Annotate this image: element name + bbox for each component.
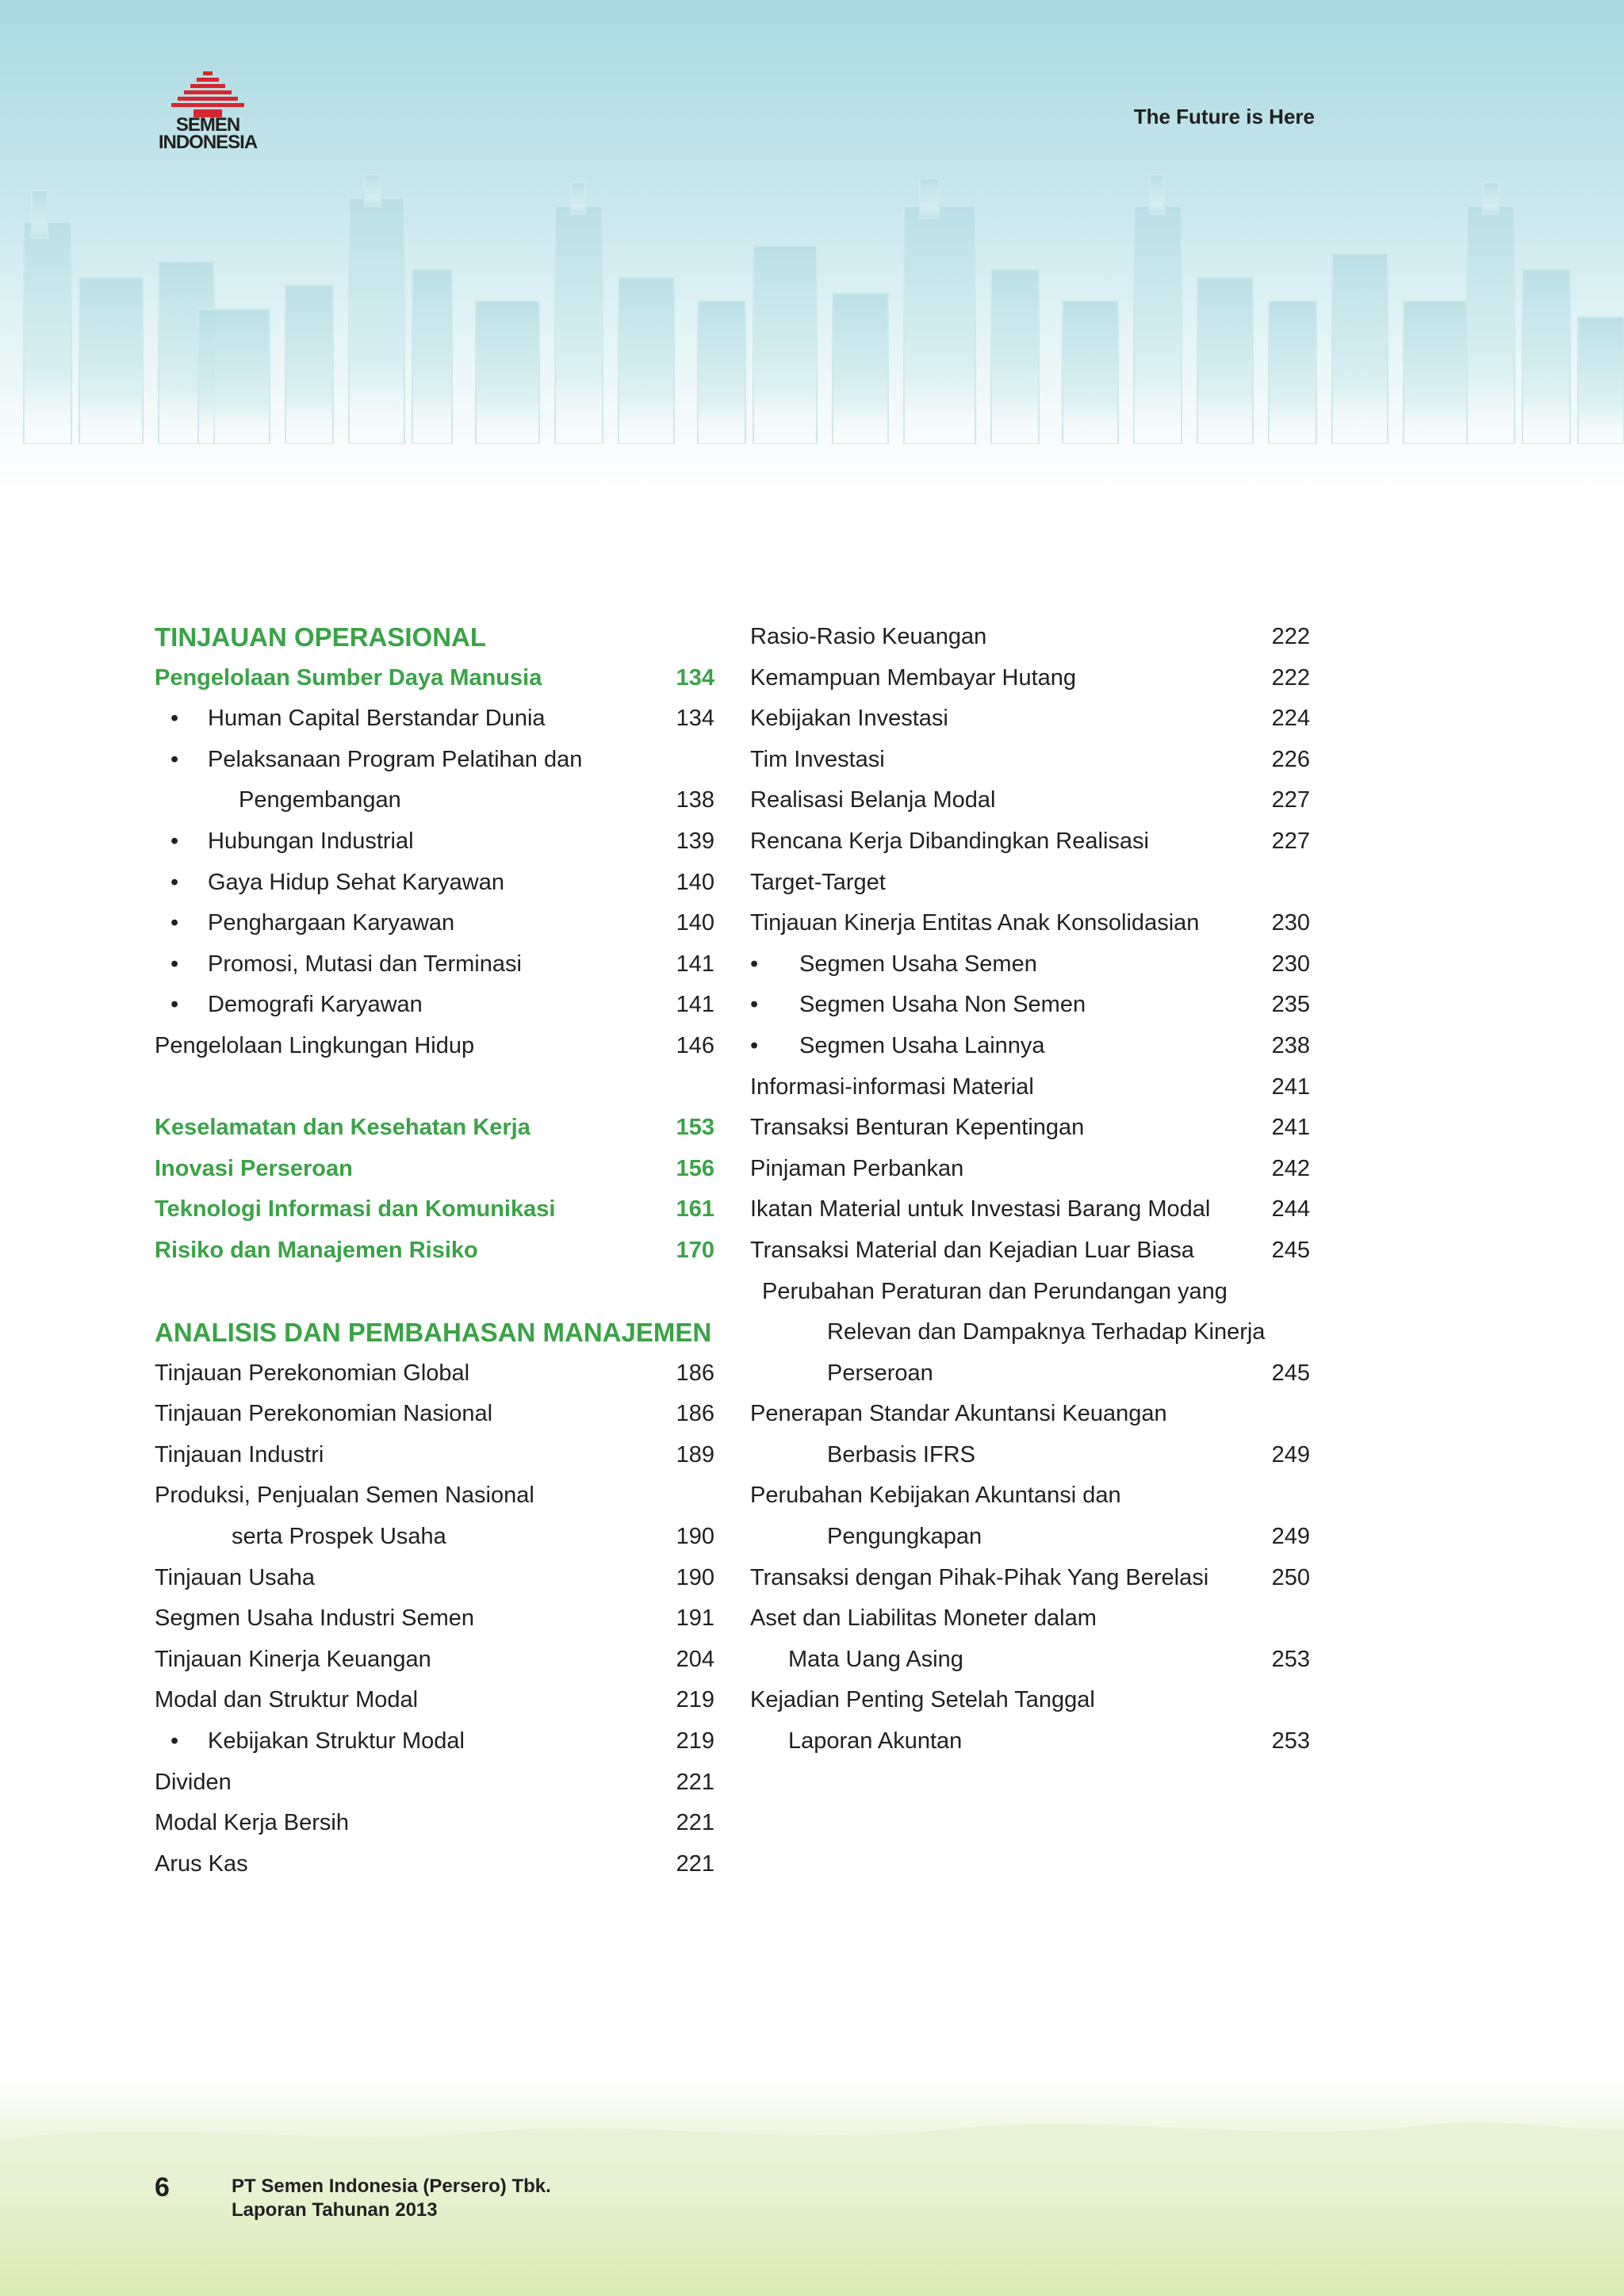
toc-entry[interactable] [750,1230,1310,1272]
toc-entry-title: Transaksi dengan Pihak-Pihak Yang Berelasi [750,1564,1209,1590]
toc-entry[interactable] [155,1558,714,1599]
toc-entry[interactable] [750,863,1310,904]
toc-entry-title: Perubahan Kebijakan Akuntansi dan [750,1483,1121,1509]
toc-entry-title: Kebijakan Investasi [750,706,948,732]
toc-entry[interactable] [155,1475,714,1517]
toc-entry[interactable] [750,1149,1310,1190]
toc-entry-title: Tinjauan Kinerja Keuangan [155,1646,431,1672]
toc-entry[interactable] [750,1558,1310,1599]
toc-entry-title: Segmen Usaha Lainnya [799,1032,1045,1058]
logo-wordmark-top: SEMEN [175,114,240,136]
toc-entry[interactable] [155,1149,714,1190]
toc-entry[interactable] [155,1108,714,1149]
toc-entry-page: 221 [676,1769,714,1795]
toc-entry-page: 189 [676,1441,714,1468]
toc-entry-title: ANALISIS DAN PEMBAHASAN MANAJEMEN [155,1318,712,1348]
footer-company-name: PT Semen Indonesia (Persero) Tbk. [232,2175,551,2197]
toc-entry[interactable] [750,1598,1310,1640]
toc-entry-title: Pengelolaan Lingkungan Hidup [155,1032,475,1058]
toc-entry[interactable] [750,1067,1310,1108]
toc-entry-page: 222 [1271,664,1310,691]
bullet-icon: • [170,746,179,772]
semen-indonesia-logo [152,70,263,157]
toc-entry[interactable] [155,863,714,904]
toc-entry[interactable] [750,1680,1310,1721]
toc-entry[interactable] [155,1844,714,1885]
toc-entry[interactable] [750,1475,1310,1517]
toc-entry-title: Tinjauan Industri [155,1441,324,1468]
toc-entry-title: Rasio-Rasio Keuangan [750,624,987,649]
toc-entry[interactable] [750,944,1310,985]
bullet-icon: • [170,951,179,977]
toc-entry[interactable] [155,1189,714,1230]
toc-entry-title: Pinjaman Perbankan [750,1155,964,1181]
toc-entry-title: Inovasi Perseroan [155,1155,353,1181]
toc-entry[interactable] [750,1353,1310,1395]
toc-entry[interactable] [155,698,714,740]
toc-entry-title: Segmen Usaha Semen [799,951,1037,977]
toc-entry-page: 134 [676,706,714,732]
toc-entry[interactable] [155,1680,714,1721]
toc-entry-title: Hubungan Industrial [208,828,414,854]
header-tagline: The Future is Here [1133,105,1315,128]
toc-entry-title: Arus Kas [155,1850,248,1877]
bullet-icon: • [170,869,179,895]
toc-entry-title: Realisasi Belanja Modal [750,787,996,813]
footer-landscape [0,2093,1624,2188]
toc-entry[interactable] [155,1394,714,1435]
toc-entry-title: Tinjauan Perekonomian Global [155,1360,470,1386]
toc-entry-title: Transaksi Benturan Kepentingan [750,1115,1085,1141]
toc-entry-page: 161 [676,1196,714,1223]
toc-entry-page: 245 [1271,1360,1310,1386]
toc-entry[interactable] [155,1721,714,1762]
toc-entry-title: Target-Target [750,869,886,895]
toc-entry-page: 244 [1271,1196,1310,1223]
bullet-icon: • [170,992,179,1018]
toc-entry-title: Transaksi Material dan Kejadian Luar Biasa [750,1237,1194,1263]
bullet-icon: • [170,828,179,854]
bullet-icon: • [170,1728,179,1755]
toc-entry-title: Tinjauan Perekonomian Nasional [155,1401,493,1427]
toc-entry-title: Keselamatan dan Kesehatan Kerja [155,1115,530,1141]
toc-entry[interactable] [155,1353,714,1395]
toc-entry-title: Pengembangan [239,787,401,813]
toc-entry-title: Tinjauan Usaha [155,1564,316,1590]
toc-entry-title: Risiko dan Manajemen Risiko [155,1237,478,1263]
toc-entry-page: 241 [1271,1115,1310,1141]
toc-entry-title: Relevan dan Dampaknya Terhadap Kinerja [827,1319,1266,1345]
toc-entry-page: 134 [676,664,714,691]
toc-entry-page: 241 [1271,1073,1310,1100]
toc-entry[interactable] [750,1026,1310,1067]
toc-entry[interactable] [750,821,1310,863]
toc-entry-page: 249 [1271,1524,1310,1550]
toc-entry-title: Kejadian Penting Setelah Tanggal [750,1687,1095,1713]
toc-entry[interactable] [750,780,1310,821]
page-number: 6 [155,2172,170,2202]
toc-entry-page: 230 [1271,951,1310,977]
toc-entry-page: 219 [676,1687,714,1713]
toc-entry-page: 140 [676,910,714,936]
toc-entry-page: 153 [676,1115,714,1141]
bullet-icon: • [750,992,759,1018]
toc-entry[interactable] [750,1272,1310,1313]
toc-entry[interactable] [155,1517,714,1558]
toc-entry[interactable] [750,698,1310,740]
toc-entry-page: 141 [676,951,714,977]
toc-entry-page: 249 [1271,1441,1310,1468]
toc-entry-page: 227 [1271,787,1310,813]
toc-left-column [155,617,714,1885]
toc-entry-title: Perseroan [827,1360,933,1386]
toc-entry-title: Pelaksanaan Program Pelatihan dan [208,746,583,772]
city-skyline-illustration [0,174,1624,444]
toc-entry-title: Penghargaan Karyawan [208,910,455,936]
toc-entry-title: Tinjauan Kinerja Entitas Anak Konsolidasian [750,910,1200,936]
toc-entry-title: Pengelolaan Sumber Daya Manusia [155,664,542,691]
toc-entry[interactable] [155,985,714,1026]
toc-entry-page: 230 [1271,910,1310,936]
toc-entry-page: 219 [676,1728,714,1755]
toc-entry-title: Laporan Akuntan [788,1728,963,1755]
toc-entry-title: Berbasis IFRS [827,1441,975,1468]
toc-entry-title: Gaya Hidup Sehat Karyawan [208,869,504,895]
toc-entry-title: Promosi, Mutasi dan Terminasi [208,951,522,977]
toc-entry[interactable] [155,1026,714,1067]
toc-entry-title: Mata Uang Asing [788,1646,963,1672]
toc-entry-title: Aset dan Liabilitas Moneter dalam [750,1605,1097,1632]
toc-entry-title: TINJAUAN OPERASIONAL [155,622,487,652]
toc-entry[interactable] [750,1517,1310,1558]
toc-entry[interactable] [750,1721,1310,1762]
toc-entry-title: Dividen [155,1769,232,1795]
toc-entry-page: 204 [676,1646,714,1672]
toc-entry-page: 186 [676,1360,714,1386]
toc-entry-title: Kemampuan Membayar Hutang [750,664,1077,691]
toc-entry[interactable] [750,740,1310,781]
toc-entry-title: Pengungkapan [827,1524,982,1550]
toc-entry-title: Tim Investasi [750,746,885,772]
toc-entry[interactable] [155,1640,714,1681]
toc-entry-title: Kebijakan Struktur Modal [208,1728,465,1755]
toc-entry-page: 226 [1271,746,1310,772]
toc-entry-page: 221 [676,1810,714,1836]
toc-entry-page: 242 [1271,1155,1310,1181]
toc-entry[interactable] [750,658,1310,699]
toc-entry[interactable] [750,1312,1310,1353]
toc-entry-page: 253 [1271,1728,1310,1755]
bullet-icon: • [750,951,759,977]
toc-entry-title: Informasi-informasi Material [750,1073,1034,1100]
toc-entry-page: 222 [1271,624,1310,649]
logo-wordmark-bottom: INDONESIA [158,132,258,153]
toc-entry-page: 235 [1271,992,1310,1018]
toc-section-heading [155,617,714,658]
toc-entry-title: Produksi, Penjualan Semen Nasional [155,1483,534,1509]
toc-entry-page: 138 [676,787,714,813]
toc-entry-page: 140 [676,869,714,895]
toc-entry-title: Segmen Usaha Non Semen [799,992,1086,1018]
logo-mark-icon [152,70,263,117]
toc-entry[interactable] [750,1435,1310,1476]
toc-entry[interactable] [155,780,714,821]
toc-entry[interactable] [155,821,714,863]
toc-entry-title: Modal Kerja Bersih [155,1810,349,1836]
toc-entry[interactable] [750,1108,1310,1149]
toc-entry-title: serta Prospek Usaha [232,1524,446,1550]
toc-entry[interactable] [750,1640,1310,1681]
toc-entry-title: Segmen Usaha Industri Semen [155,1605,474,1632]
toc-entry-title: Human Capital Berstandar Dunia [208,706,546,732]
toc-entry[interactable] [750,1189,1310,1230]
toc-right-column [750,617,1310,1762]
toc-entry[interactable] [155,740,714,781]
toc-entry[interactable] [750,903,1310,944]
bullet-icon: • [750,1032,759,1058]
toc-entry-title: Demografi Karyawan [208,992,423,1018]
toc-spacer [155,1067,714,1108]
toc-entry[interactable] [155,1598,714,1640]
toc-entry[interactable] [155,658,714,699]
toc-entry-page: 146 [676,1032,714,1058]
toc-entry[interactable] [155,1230,714,1272]
toc-entry-title: Ikatan Material untuk Investasi Barang Modal [750,1196,1211,1223]
toc-entry-page: 141 [676,992,714,1018]
toc-spacer [155,1272,714,1313]
bullet-icon: • [170,910,179,936]
toc-entry[interactable] [155,1435,714,1476]
toc-entry[interactable] [155,903,714,944]
toc-entry-page: 224 [1271,706,1310,732]
toc-entry[interactable] [155,1803,714,1844]
toc-entry[interactable] [750,1394,1310,1435]
toc-entry-page: 191 [676,1605,714,1632]
toc-entry-page: 186 [676,1401,714,1427]
toc-entry-title: Rencana Kerja Dibandingkan Realisasi [750,828,1149,854]
toc-entry-page: 190 [676,1524,714,1550]
toc-entry-title: Modal dan Struktur Modal [155,1687,419,1713]
toc-entry-title: Teknologi Informasi dan Komunikasi [155,1196,556,1223]
toc-entry-page: 253 [1271,1646,1310,1672]
footer-report-title: Laporan Tahunan 2013 [232,2199,438,2221]
toc-entry[interactable] [750,985,1310,1026]
toc-section-heading [155,1312,714,1353]
bullet-icon: • [170,706,179,732]
toc-entry-page: 245 [1271,1237,1310,1263]
toc-entry-page: 190 [676,1564,714,1590]
toc-entry-page: 156 [676,1155,714,1181]
toc-entry-title: Perubahan Peraturan dan Perundangan yang [762,1278,1228,1304]
toc-entry-page: 238 [1271,1032,1310,1058]
toc-entry[interactable] [155,944,714,985]
toc-entry-page: 227 [1271,828,1310,854]
toc-entry[interactable] [155,1762,714,1804]
toc-entry-page: 139 [676,828,714,854]
toc-entry-page: 221 [676,1850,714,1877]
toc-entry-page: 250 [1271,1564,1310,1590]
toc-entry-title: Penerapan Standar Akuntansi Keuangan [750,1401,1167,1427]
toc-entry[interactable] [750,617,1310,658]
toc-entry-page: 170 [676,1237,714,1263]
